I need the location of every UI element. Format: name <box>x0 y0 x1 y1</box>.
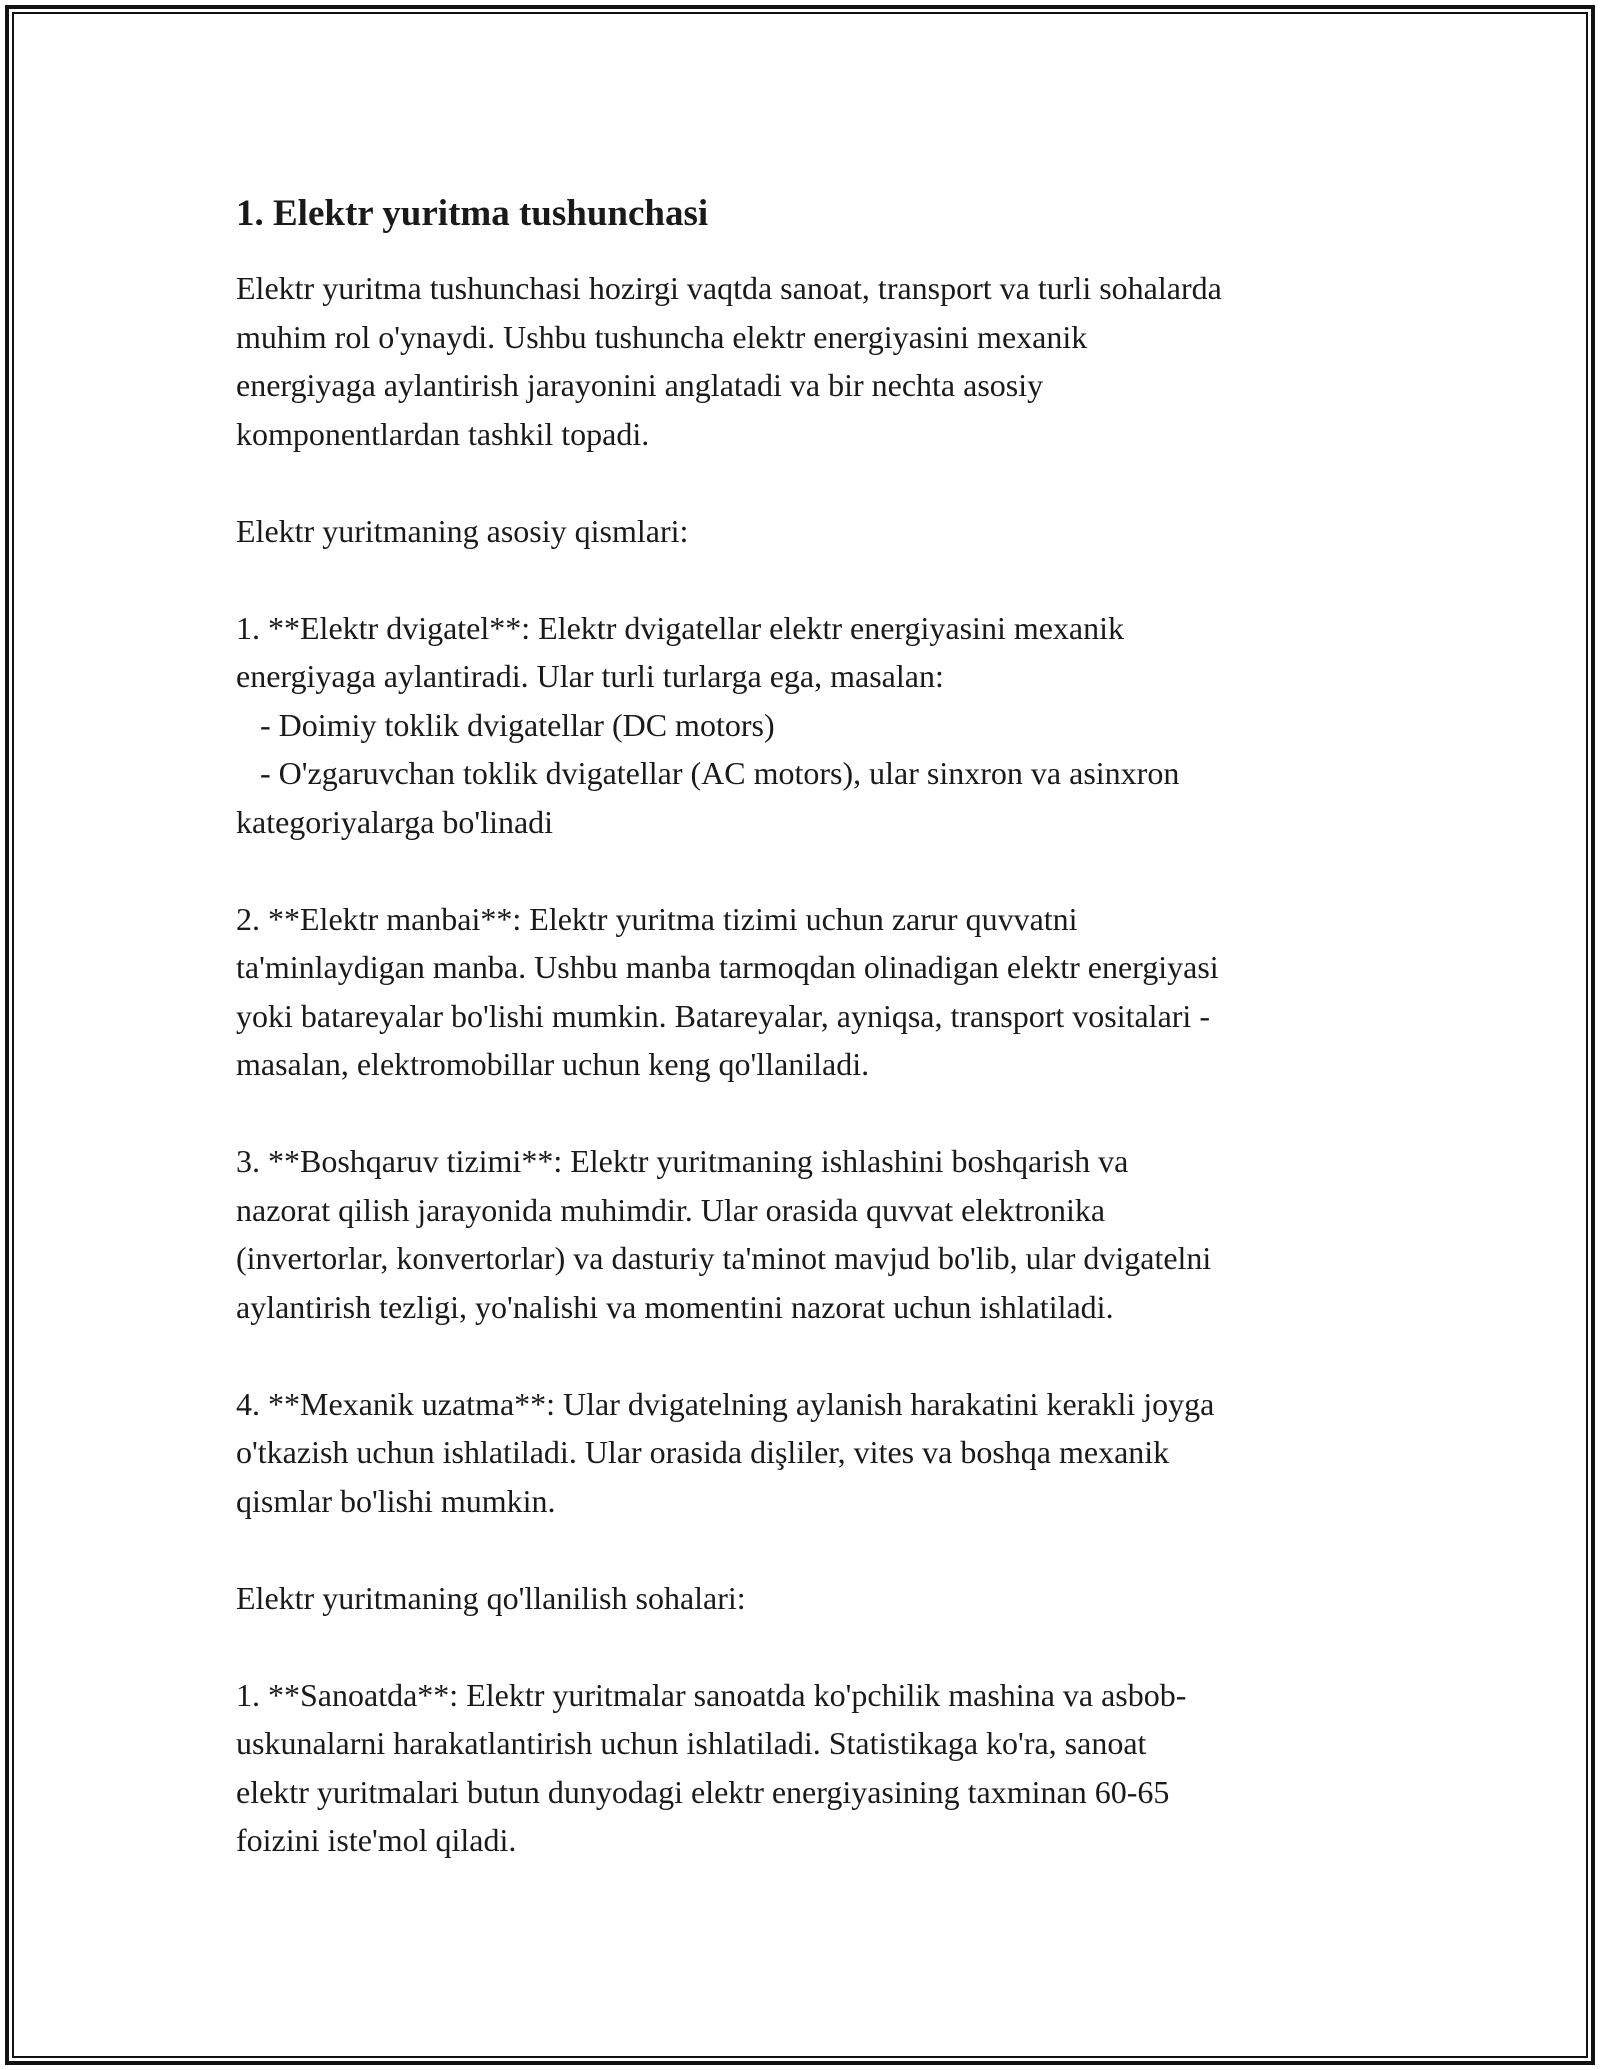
intro-paragraph: Elektr yuritma tushunchasi hozirgi vaqtda sanoat, transport va turli sohalarda muhim rol o'ynaydi. Ushbu tushuncha elektr energiyasini mexanik energiyaga aylantirish jarayonini anglatadi va bir nechta asosiy komponentlardan tashkil topadi. <box>236 270 1222 452</box>
part-electric-motor: 1. **Elektr dvigatel**: Elektr dvigatellar elektr energiyasini mexanik energiyaga aylantiradi. Ular turli turlarga ega, masalan: - Doimiy toklik dvigatellar (DC motors) - O'zgaruvchan toklik dvigatellar (AC motors), ular sinxron va asinxron kategoriyalarga bo'linadi <box>236 609 1180 840</box>
part-mechanical-transmission: 4. **Mexanik uzatma**: Ular dvigatelning aylanish harakatini kerakli joyga o'tkazish uchun ishlatiladi. Ular orasida dişliler, vites va boshqa mexanik qismlar bo'lishi mumkin. <box>236 1385 1215 1519</box>
part-control-system: 3. **Boshqaruv tizimi**: Elektr yuritmaning ishlashini boshqarish va nazorat qilish jarayonida muhimdir. Ular orasida quvvat elektronika (invertorlar, konvertorlar) va dasturiy ta'minot mavjud bo'lib, ular dvigatelni aylantirish tezligi, yo'nalishi va momentini nazorat uchun ishlatiladi. <box>236 1143 1212 1325</box>
part-power-source: 2. **Elektr manbai**: Elektr yuritma tizimi uchun zarur quvvatni ta'minlaydigan manba. Ushbu manba tarmoqdan olinadigan elektr energiyasi yoki batareyalar bo'lishi mumkin. Batareyalar, ayniqsa, transport vositalari - masalan, elektromobillar uchun keng qo'llaniladi. <box>236 900 1219 1082</box>
document-body <box>236 186 1376 1865</box>
paragraph-gap <box>236 1525 1376 1574</box>
section-title: 1. Elektr yuritma tushunchasi <box>236 193 709 234</box>
paragraph-gap <box>236 846 1376 895</box>
paragraph-gap <box>236 1622 1376 1671</box>
parts-heading: Elektr yuritmaning asosiy qismlari: <box>236 512 689 549</box>
applications-heading: Elektr yuritmaning qo'llanilish sohalari: <box>236 1579 746 1616</box>
paragraph-gap <box>236 555 1376 604</box>
paragraph-gap <box>236 1331 1376 1380</box>
paragraph-gap <box>236 1089 1376 1138</box>
paragraph-gap <box>236 458 1376 507</box>
application-industry: 1. **Sanoatda**: Elektr yuritmalar sanoatda ko'pchilik mashina va asbob- uskunalarni harakatlantirish uchun ishlatiladi. Statistikaga ko'ra, sanoat elektr yuritmalari butun dunyodagi elektr energiyasining taxminan 60-65 foizini iste'mol qiladi. <box>236 1676 1187 1858</box>
